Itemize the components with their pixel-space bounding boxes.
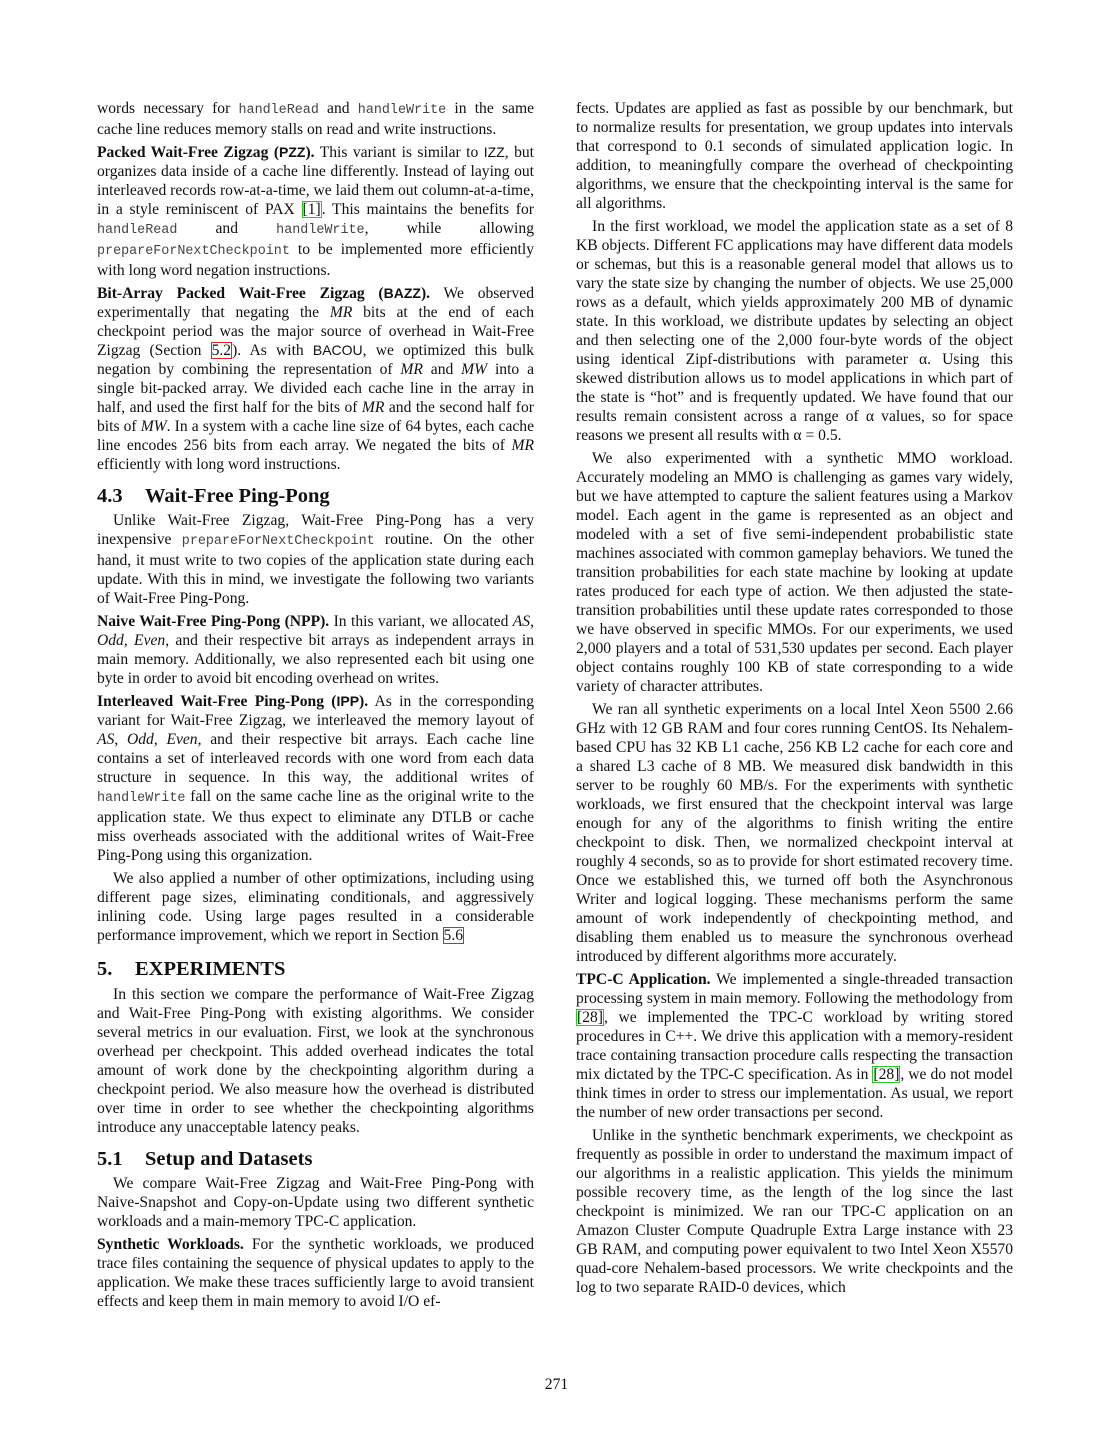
math-var: Odd	[97, 632, 124, 649]
code-handleWrite: handleWrite	[276, 223, 365, 238]
abbr: NPP	[289, 613, 321, 630]
text: ,	[123, 632, 135, 649]
text: routine. On the other hand, it must write to two copies of the application state during each update. With this in mind, we investigate the following two variants of Wait-Free Ping-Pong.	[97, 531, 535, 607]
paragraph-tpcc-checkpoint: Unlike in the synthetic benchmark experiments, we checkpoint as frequently as possible in order to understand the maximum impact of our algorithms in a realistic application. This yields the minimum possible recovery time, as the length of the log since the last checkpoint is minimized. We ran our TPC-C application on an Amazon Cluster Compute Quadruple Extra Large instance with 23 GB RAM, and computing power equivalent to two Intel Xeon X5570 quad-core Nehalem-based processors. We write checkpoints and the log to two separate RAID-0 devices, which	[576, 1127, 1013, 1296]
text: bits at the end of each checkpoint period was the major source of overhead in Wait-Free Zigzag (Section	[97, 304, 534, 359]
abbr: PZZ	[279, 144, 306, 160]
paragraph-bazz	[97, 284, 534, 474]
text: and	[422, 361, 462, 378]
text: Packed Wait-Free Zigzag (	[97, 144, 280, 161]
paragraph-npp	[97, 612, 534, 688]
paragraph-setup: We compare Wait-Free Zigzag and Wait-Free Ping-Pong with Naive-Snapshot and Copy-on-Update using two different synthetic workloads and a main-memory TPC-C application.	[97, 1175, 534, 1230]
text: For the synthetic workloads, we produced trace files containing the sequence of physical updates to apply to the application. We make these traces sufficiently large to avoid transient effects and keep them in main memory to avoid I/O ef-	[97, 1236, 535, 1310]
text: , we do not model think times in order to stress our implementation. As usual, we report the number of new order transactions per second.	[576, 1066, 1013, 1121]
paragraph-updates-applied: fects. Updates are applied as fast as possible by our benchmark, but to normalize results for presentation, we group updates into intervals that correspond to 0.1 seconds of simulated application logic. In addition, to meaningfully compare the overhead of checkpointing algorithms, we ensure that the checkpointing interval is the same for all algorithms.	[576, 100, 1013, 212]
abbr: BACOU	[312, 342, 363, 358]
text: We implemented a single-threaded transaction processing system in main memory. Following the methodology from	[576, 971, 1014, 1007]
section-heading-5	[97, 957, 534, 981]
text: words necessary for	[97, 100, 239, 117]
text: ).	[320, 613, 330, 630]
section-title: Wait-Free Ping-Pong	[145, 485, 330, 507]
run-in-heading-ipp	[97, 693, 368, 710]
text: This variant is similar to	[314, 144, 484, 161]
run-in-heading-bazz	[97, 285, 430, 302]
paragraph-hardware: We ran all synthetic experiments on a local Intel Xeon 5500 2.66 GHz with 12 GB RAM and four cores running CentOS. Its Nehalem-based CPU has 32 KB L1 cache, 256 KB L2 cache for each core and a shared L3 cache of 8 MB. We measured disk bandwidth in this server to be roughly 60 MB/s. For the experiments with synthetic workloads, we first ensured that the checkpoint interval was large enough for any of the algorithms to finish writing the entire checkpoint to disk. Then, we normalized checkpoint interval at roughly 4 seconds, so as to provide for short estimated recovery time. Once we established this, we turned off both the Asynchronous Writer and logical logging. These mechanisms perform the same amount of work independently of checkpointing method, and disabling them enabled us to measure the synchronous overhead introduced by different algorithms more accurately.	[576, 701, 1013, 965]
math-var: Even	[166, 731, 198, 748]
paragraph-other-optimizations	[97, 869, 534, 945]
text: We also applied a number of other optimizations, including using different page sizes, eliminating conditionals, and aggressively inlining code. Using large pages resulted in a considerable performance improvement, which we report in Section	[97, 870, 534, 944]
text: . This maintains the benefits for	[321, 201, 534, 218]
text: Unlike Wait-Free Zigzag, Wait-Free Ping-Pong has a very inexpensive	[97, 512, 534, 548]
section-title: Setup and Datasets	[145, 1148, 313, 1170]
text: and the second half for bits of	[97, 399, 534, 435]
page-number: 271	[544, 1376, 569, 1393]
citation-link[interactable]: [28]	[873, 1066, 900, 1083]
section-number: 5.1	[97, 1148, 123, 1170]
run-in-heading-pzz	[97, 144, 315, 161]
code-prepareForNextCheckpoint: prepareForNextCheckpoint	[181, 534, 375, 549]
paragraph-experiments-intro: In this section we compare the performance of Wait-Free Zigzag and Wait-Free Ping-Pong with existing algorithms. We consider several metrics in our evaluation. First, we look at the synchronous overhead per checkpoint. This added overhead indicates the total amount of work done by the checkpointing algorithm during a checkpoint period. We also measure how the overhead is distributed over time in order to see whether the checkpointing algorithms introduce any unacceptable latency peaks.	[97, 986, 534, 1136]
text: , but organizes data inside of a cache line differently. Instead of laying out interleaved records row-at-a-time, we laid them out column-at-a-time, in a style reminiscent of PAX	[97, 144, 534, 218]
code-handleWrite: handleWrite	[97, 791, 186, 806]
text: , we optimized this bulk negation by combining the representation of	[97, 342, 534, 378]
paragraph-first-workload: In the first workload, we model the application state as a set of 8 KB objects. Different FC applications may have different data models or schemas, but this is a reasonable general model that allows us to vary the state size by changing the number of objects. We use 25,000 rows as a default, which yields approximately 200 MB of dynamic state. In this workload, we distribute updates by selecting an object and then selecting one of the 2,000 four-byte words of the object using identical Zipf-distributions with parameter α. Using this skewed distribution allows us to model applications in which part of the state is “hot” and is frequently updated. We have found that our results remain consistent across a range of α values, so for space reasons we present all results with α = 0.5.	[576, 218, 1013, 444]
code-handleRead: handleRead	[238, 103, 319, 118]
math-var: AS	[97, 731, 115, 748]
section-heading-5-1	[97, 1147, 534, 1171]
citation-link[interactable]: [28]	[577, 1009, 603, 1026]
text: Interleaved Wait-Free Ping-Pong (	[97, 693, 337, 710]
math-var: MR	[329, 304, 353, 321]
text: in the same cache line reduces memory stalls on read and write instructions.	[97, 100, 534, 138]
code-prepareForNextCheckpoint: prepareForNextCheckpoint	[97, 244, 290, 259]
text: . In a system with a cache line size of 64 bytes, each cache line encodes 256 bits from each array. We negated the bits of	[97, 418, 534, 454]
text: and	[177, 220, 277, 237]
paragraph-ping-pong-intro	[97, 511, 534, 608]
text: ,	[153, 731, 167, 748]
text: In this variant, we allocated	[329, 613, 513, 630]
text: , while allowing	[364, 220, 534, 237]
paragraph-ipp	[97, 692, 534, 865]
section-link[interactable]: 5.6	[443, 927, 464, 944]
text: ,	[530, 613, 534, 630]
math-var: MR	[400, 361, 423, 378]
text: , and their respective bit arrays as independent arrays in main memory. Additionally, we also represented each bit using one byte in order to avoid bit encoding overhead on writes.	[97, 632, 534, 687]
section-link[interactable]: 5.2	[211, 342, 232, 359]
math-var: AS	[512, 613, 531, 630]
citation-link[interactable]: [1]	[302, 201, 321, 218]
run-in-heading-tpcc: TPC-C Application.	[576, 971, 711, 988]
section-title: EXPERIMENTS	[135, 958, 286, 980]
abbr: IPP	[336, 693, 360, 709]
text: ).	[359, 693, 369, 710]
left-column	[97, 99, 534, 1315]
abbr: IZZ	[483, 144, 505, 160]
paragraph-synthetic-workloads	[97, 1235, 534, 1311]
paragraph-tpcc	[576, 970, 1013, 1122]
math-var: Odd	[126, 731, 154, 748]
math-var: MW	[140, 418, 167, 435]
paragraph-cache-line	[97, 99, 534, 139]
section-number: 5.	[97, 958, 113, 980]
text: into a single bit-packed array. We divided each cache line in the array in half, and used the first half for the bits of	[97, 361, 534, 416]
code-handleRead: handleRead	[97, 223, 178, 238]
text: , and their respective bit arrays. Each cache line contains a set of interleaved records with one word from each data structure in sequence. In this way, the additional writes of	[97, 731, 535, 786]
text: ,	[114, 731, 127, 748]
paragraph-pzz	[97, 143, 534, 280]
run-in-heading-synthetic: Synthetic Workloads.	[97, 1236, 244, 1253]
section-number: 4.3	[97, 485, 123, 507]
text: We observed experimentally that negating the	[97, 285, 534, 321]
math-var: MR	[361, 399, 385, 416]
math-var: MW	[461, 361, 488, 378]
math-var: MR	[511, 437, 534, 454]
text: Bit-Array Packed Wait-Free Zigzag (	[97, 285, 384, 302]
text: to be implemented more efficiently with long word negation instructions.	[97, 241, 534, 279]
code-handleWrite: handleWrite	[357, 103, 447, 118]
text: efficiently with long word instructions.	[97, 456, 341, 473]
text: ).	[305, 144, 315, 161]
text: , we implemented the TPC-C workload by writing stored procedures in C++. We drive this application with a memory-resident trace containing transaction procedure calls respecting the transaction mix dictated by the TPC-C specification. As in	[576, 1009, 1013, 1083]
text: fall on the same cache line as the original write to the application state. We thus expect to eliminate any DTLB or cache miss overheads associated with the additional writes of Wait-Free Ping-Pong using this organization.	[97, 788, 534, 864]
text: and	[318, 100, 358, 117]
abbr: BAZZ	[383, 285, 421, 301]
text: Naive Wait-Free Ping-Pong (	[97, 613, 290, 630]
right-column	[576, 99, 1013, 1301]
text: ).	[420, 285, 431, 302]
text: As in the corresponding variant for Wait-Free Zigzag, we interleaved the memory layout of	[97, 693, 535, 729]
section-heading-4-3	[97, 484, 534, 508]
math-var: Even	[134, 632, 166, 649]
run-in-heading-npp	[97, 613, 329, 630]
text: ). As with	[232, 342, 313, 359]
paragraph-mmo-workload: We also experimented with a synthetic MMO workload. Accurately modeling an MMO is challenging as games vary widely, but we have attempted to capture the salient features using a Markov model. Each agent in the game is represented as an object and modeled with a set of five semi-independent probabilistic state machines associated with common gameplay behaviors. We tuned the transition probabilities for each state machine by looking at update rates produced for each type of action. We then adjusted the state-transition probabilities until these update rates corresponded to those we have observed in specific MMOs. For our experiments, we used 2,000 players and a total of 531,530 updates per second. Each player object contains roughly 100 KB of state corresponding to a wide variety of character attributes.	[576, 450, 1013, 695]
